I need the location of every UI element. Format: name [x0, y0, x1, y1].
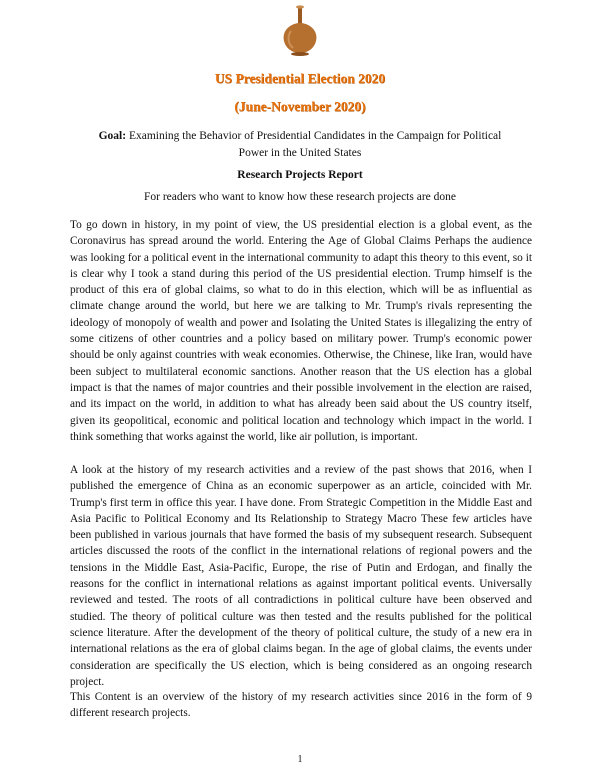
- page-number: 1: [297, 754, 303, 765]
- goal-label: Goal:: [98, 130, 127, 142]
- paragraph-3: This Content is an overview of the history of my research activities since 2016 in the form of 9 different research projects.: [70, 691, 532, 720]
- clay-vase-logo-icon: [279, 3, 321, 61]
- readers-line: For readers who want to know how these research projects are done: [144, 191, 456, 203]
- document-subtitle-dates: (June-November 2020): [234, 99, 366, 114]
- report-heading: Research Projects Report: [237, 169, 363, 181]
- goal-text: Examining the Behavior of Presidential Candidates in the Campaign for Political Power in the United States: [126, 130, 502, 159]
- paragraph-1: To go down in history, in my point of view, the US presidential election is a global event, as the Coronavirus has spread around the world. Entering the Age of Global Claims Perhaps the audience was looking for a political event in the international community to adapt this theory to this event, so it is clear why I took a stand during this period of the US presidential election. Trump himself is the product of this era of global claims, so what to do in this election, which will be as influential as climate change around the world, but here we are talking to Mr. Trump's rivals representing the ideology of monopoly of wealth and power and Isolating the United States is illegalizing the entry of some citizens of other countries and a policy based on military power. Trump's economic power should be only against countries with weak economies. Otherwise, the Chinese, like Iran, would have been subject to multilateral economic sanctions. Another reason that the US election has a global impact is that the names of major countries and their possible involvement in the election are raised, and its impact on the world, in addition to what has already been said about the US country itself, given its geopolitical, economic and political location and technology which impact in the world. I think something that works against the world, like air pollution, is important.: [70, 219, 532, 443]
- paragraph-2: A look at the history of my research activities and a review of the past shows that 2016, when I published the emergence of China as an economic superpower as an article, coincided with Mr. Trump's first term in office this year. I have done. From Strategic Competition in the Middle East and Asia Pacific to Political Economy and Its Relationship to Strategy Macro These few articles have been published in various journals that have formed the basis of my subsequent research. Subsequent articles discussed the roots of the conflict in the international relations of regional powers and the tensions in the Middle East, Asia-Pacific, Europe, the rise of Putin and Erdogan, and finally the reasons for the conflict in international relations as against important political events. Universally reviewed and tested. The roots of all contradictions in political culture have been observed and studied. The theory of political culture was then tested and the results published for the political science literature. After the development of the theory of political culture, the study of a new era in international relations as the era of global claims began. In the age of global claims, the events under consideration are specifically the US election, which is being considered as an ongoing research project.: [70, 464, 532, 688]
- goal-statement: [90, 128, 510, 162]
- document-title: US Presidential Election 2020: [214, 71, 386, 86]
